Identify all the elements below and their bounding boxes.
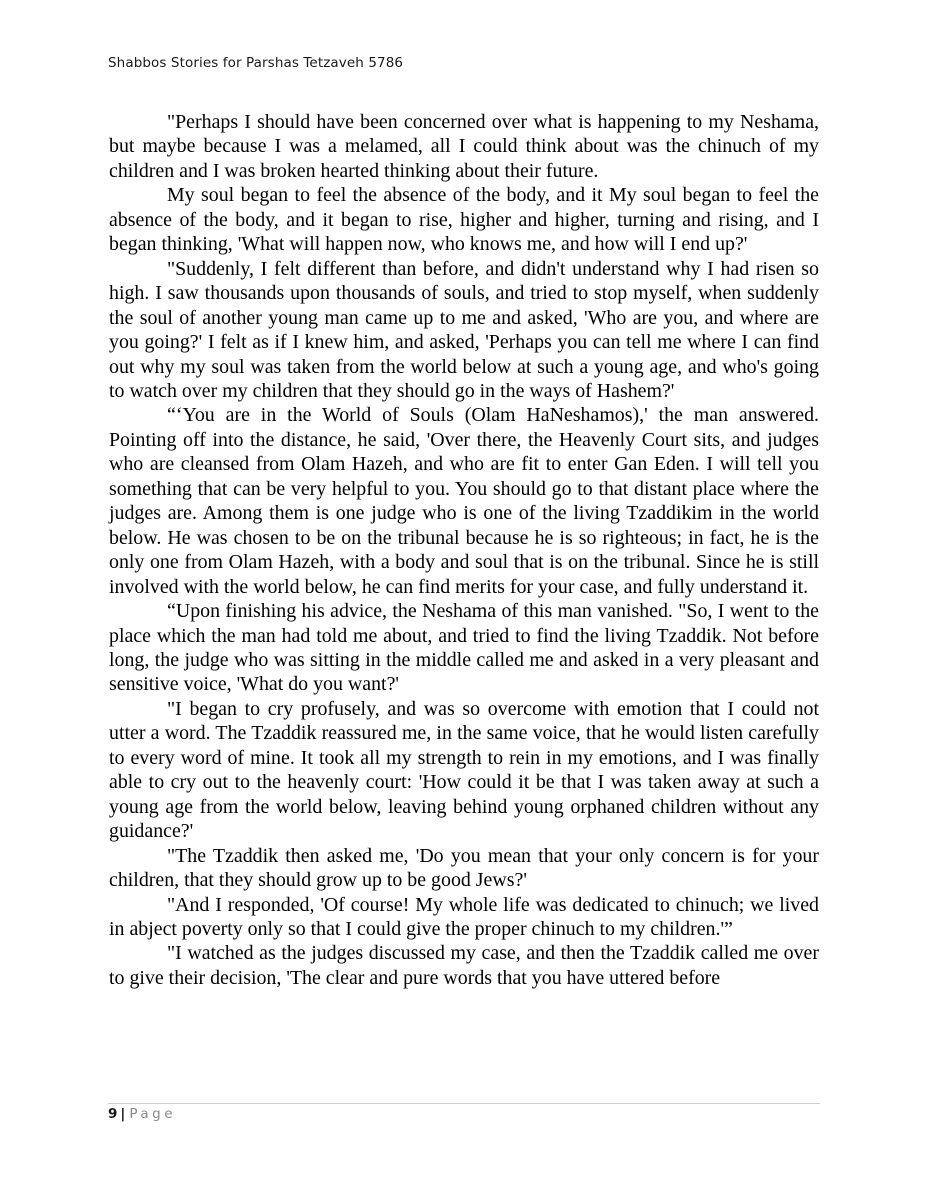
running-header: Shabbos Stories for Parshas Tetzaveh 5786 xyxy=(108,55,404,71)
paragraph: "Suddenly, I felt different than before, and didn't understand why I had risen so high. I saw thousands upon thousands of souls, and tried to stop myself, when suddenly the soul of another young man came up to me and asked, 'Who are you, and where are you going?' I felt as if I knew him, and asked, 'Perhaps you can tell me where I can find out why my soul was taken from the world below at such a young age, and who's going to watch over my children that they should go in the ways of Hashem?' xyxy=(109,257,819,402)
paragraph: "And I responded, 'Of course! My whole life was dedicated to chinuch; we lived in abject poverty only so that I could give the proper chinuch to my children.'” xyxy=(109,893,819,940)
paragraph: "The Tzaddik then asked me, 'Do you mean that your only concern is for your children, that they should grow up to be good Jews?' xyxy=(109,844,819,892)
paragraph: "I watched as the judges discussed my case, and then the Tzaddik called me over to give their decision, 'The clear and pure words that you have uttered before xyxy=(109,942,819,989)
paragraph: My soul began to feel the absence of the body, and it My soul began to feel the absence of the body, and it began to rise, higher and higher, turning and rising, and I began thinking, 'What will happen now, who knows me, and how will I end up?' xyxy=(109,184,819,256)
footer-divider xyxy=(108,1103,820,1104)
paragraph: "Perhaps I should have been concerned over what is happening to my Neshama, but maybe because I was a melamed, all I could think about was the chinuch of my children and I was broken hearted thinking about their future. xyxy=(109,111,819,182)
page-footer xyxy=(108,1106,176,1122)
paragraph: "I began to cry profusely, and was so overcome with emotion that I could not utter a word. The Tzaddik reassured me, in the same voice, that he would listen carefully to every word of mine. It took all my strength to rein in my emotions, and I was finally able to cry out to the heavenly court: 'How could it be that I was taken away at such a young age from the world below, leaving behind young orphaned children without any guidance?' xyxy=(109,697,819,843)
body-text xyxy=(109,110,819,990)
paragraph: “‘You are in the World of Souls (Olam HaNeshamos),' the man answered. Pointing off into the distance, he said, 'Over there, the Heavenly Court sits, and judges who are cleansed from Olam Hazeh, and who are fit to enter Gan Eden. I will tell you something that can be very helpful to you. You should go to that distant place where the judges are. Among them is one judge who is one of the living Tzaddikim in the world below. He was chosen to be on the tribunal because he is so righteous; in fact, he is the only one from Olam Hazeh, with a body and soul that is on the tribunal. Since he is still involved with the world below, he can find merits for your case, and fully understand it. xyxy=(109,404,819,598)
paragraph: “Upon finishing his advice, the Neshama of this man vanished. "So, I went to the place which the man had told me about, and tried to find the living Tzaddik. Not before long, the judge who was sitting in the middle called me and asked in a very pleasant and sensitive voice, 'What do you want?' xyxy=(109,600,819,696)
page-label: Page xyxy=(129,1106,177,1122)
footer-separator: | xyxy=(120,1106,126,1122)
page-number: 9 xyxy=(108,1106,118,1122)
